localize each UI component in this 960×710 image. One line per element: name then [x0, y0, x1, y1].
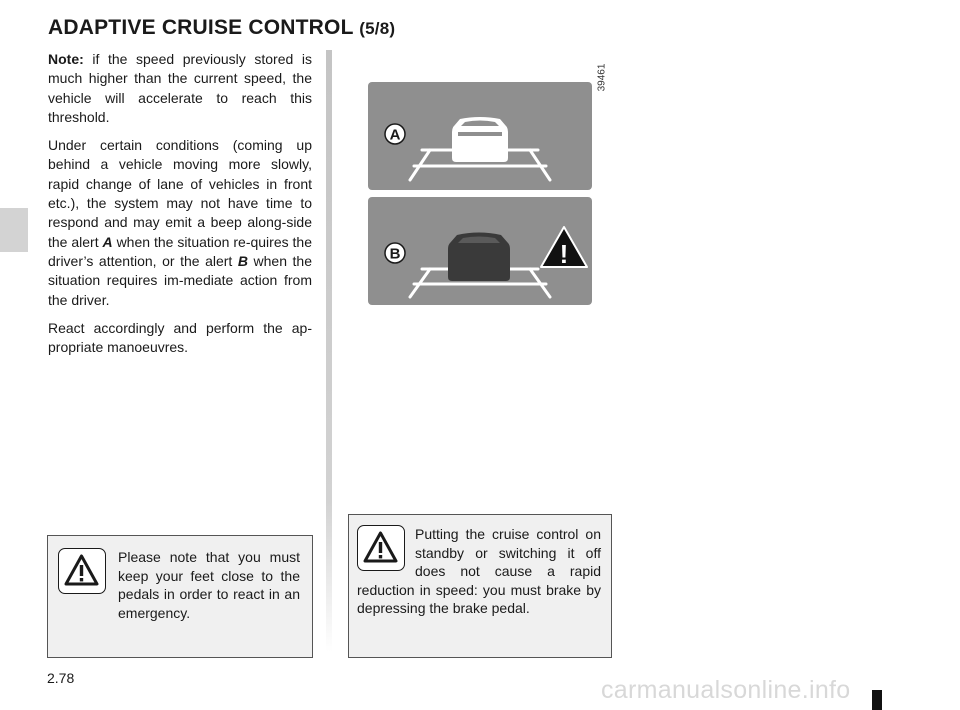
conditions-text-2: when the situation re-quires the driver’s attention, or the alert — [48, 233, 312, 269]
alert-b-illustration — [368, 197, 592, 305]
note-label: Note: — [48, 51, 84, 67]
title-text: ADAPTIVE CRUISE CONTROL — [48, 16, 354, 39]
note-text: if the speed previously stored is much higher than the current speed, the vehicle will accelerate to reach this threshold. — [48, 51, 312, 125]
warning-box-feet — [47, 535, 313, 658]
watermark: carmanualsonline.info — [601, 676, 851, 704]
figure-ref-code: 39461 — [596, 63, 608, 92]
warning-triangle-icon — [541, 227, 587, 269]
body-text-column — [48, 50, 312, 366]
svg-text:!: ! — [559, 239, 569, 269]
column-divider — [326, 50, 332, 652]
alert-a-panel — [368, 82, 592, 190]
react-paragraph: React accordingly and perform the ap-propriate manoeuvres. — [48, 319, 312, 356]
page-title — [48, 16, 395, 40]
svg-text:A: A — [389, 126, 401, 144]
car-ahead-icon — [452, 117, 508, 162]
alert-b-ref: B — [237, 252, 248, 269]
page-number: 2.78 — [47, 670, 75, 686]
warning-text-feet: Please note that you must keep your feet close to the pedals in order to react in an emergency. — [118, 549, 300, 621]
warning-text-standby: Putting the cruise control on standby or switching it off does not cause a rapid reduction in speed: you must brake by depressing the brake pedal. — [357, 526, 601, 616]
alert-a-ref: A — [102, 233, 113, 250]
conditions-text-3: when the situation requires im-mediate action from the driver. — [48, 252, 313, 308]
section-tab-marker — [0, 208, 28, 252]
conditions-paragraph — [48, 136, 312, 310]
warning-icon — [58, 548, 106, 594]
svg-text:B: B — [389, 245, 401, 263]
car-close-icon — [448, 233, 510, 282]
corner-marker — [872, 690, 882, 710]
note-paragraph — [48, 50, 312, 127]
label-a-badge — [385, 124, 405, 144]
alert-b-panel — [368, 197, 592, 305]
warning-icon — [357, 525, 405, 571]
warning-box-standby — [348, 514, 612, 658]
label-b-badge — [385, 243, 405, 263]
alert-a-illustration — [368, 82, 592, 190]
conditions-text-1: Under certain conditions (coming up behind a vehicle moving more slowly, rapid change of lane of vehicles in front etc.), the system may not have time to respond and may emit a beep along-side the alert — [48, 137, 312, 250]
title-part-number: (5/8) — [359, 19, 396, 38]
